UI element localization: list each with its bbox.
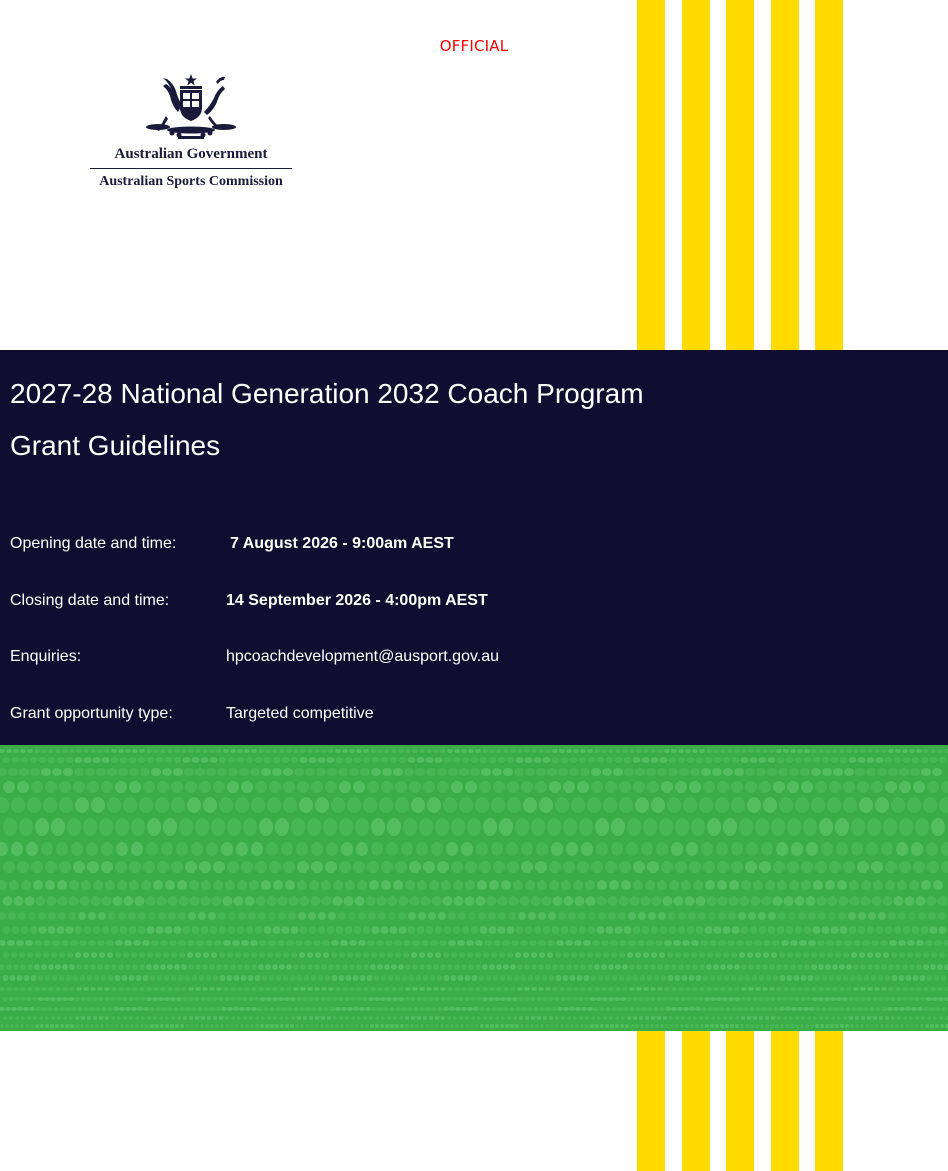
yellow-stripe [682, 0, 710, 350]
green-pattern-band [0, 745, 948, 1031]
document-title: 2027-28 National Generation 2032 Coach Program [10, 378, 644, 409]
government-name: Australian Government [114, 146, 268, 162]
yellow-stripe [726, 1031, 754, 1171]
grant-type-value: Targeted competitive [226, 705, 374, 722]
logo-divider [90, 168, 292, 169]
yellow-stripe [771, 1031, 799, 1171]
grant-type-label: Grant opportunity type: [10, 705, 173, 722]
coat-of-arms-icon [144, 72, 238, 140]
government-logo [88, 72, 294, 194]
title-panel [0, 350, 948, 745]
closing-date-label: Closing date and time: [10, 592, 170, 609]
yellow-stripe [637, 1031, 665, 1171]
enquiries-label: Enquiries: [10, 648, 82, 665]
classification-marking: OFFICIAL [439, 37, 509, 55]
yellow-stripe [637, 0, 665, 350]
closing-date-value: 14 September 2026 - 4:00pm AEST [226, 592, 488, 609]
document-subtitle: Grant Guidelines [10, 430, 221, 461]
yellow-stripe [771, 0, 799, 350]
dot-pattern [0, 745, 948, 1031]
agency-name: Australian Sports Commission [99, 174, 283, 189]
opening-date-value: 7 August 2026 - 9:00am AEST [230, 535, 454, 552]
yellow-stripe [815, 0, 843, 350]
yellow-stripe [682, 1031, 710, 1171]
enquiries-email[interactable]: hpcoachdevelopment@ausport.gov.au [226, 648, 500, 665]
yellow-stripe [726, 0, 754, 350]
yellow-stripe [815, 1031, 843, 1171]
opening-date-label: Opening date and time: [10, 535, 177, 552]
